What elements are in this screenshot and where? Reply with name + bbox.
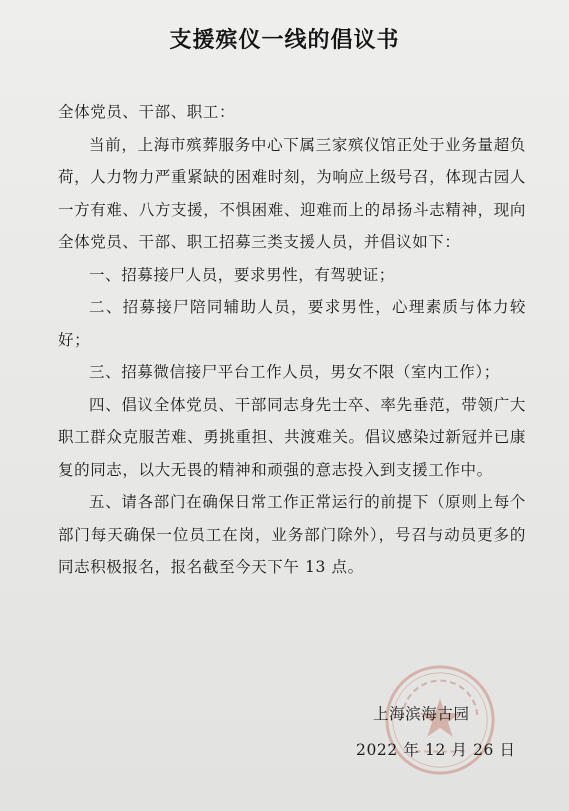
document-body [58,96,526,584]
salutation: 全体党员、干部、职工： [58,103,236,121]
signature-organization: 上海滨海古园 [373,705,470,723]
paragraph-item-4: 四、倡议全体党员、干部同志身先士卒、率先垂范，带领广大职工群众克服苦难、勇挑重担、共渡难关。倡议感染过新冠并已康复的同志，以大无畏的精神和顽强的意志投入到支援工作中。 [58,395,526,479]
paragraph-item-1: 一、招募接尸人员，要求男性，有驾驶证； [89,265,395,284]
paragraph-intro: 当前，上海市殡葬服务中心下属三家殡仪馆正处于业务量超负荷，人力物力严重紧缺的困难时刻，为响应上级号召，体现古园人一方有难、八方支援，不惧困难、迎难而上的昂扬斗志精神，现向全体党员、干部、职工招募三类支援人员，并倡议如下： [58,135,526,251]
paragraph-item-5: 五、请各部门在确保日常工作正常运行的前提下（原则上每个部门每天确保一位员工在岗，业务部门除外），号召与动员更多的同志积极报名，报名截至今天下午 13 点。 [58,493,526,576]
document-title: 支援殡仪一线的倡议书 [169,28,400,53]
signature-date: 2022 年 12 月 26 日 [356,741,516,759]
paragraph-item-2: 二、招募接尸陪同辅助人员，要求男性，心理素质与体力较好； [58,298,526,349]
paragraph-item-3: 三、招募微信接尸平台工作人员，男女不限（室内工作）； [89,363,500,381]
